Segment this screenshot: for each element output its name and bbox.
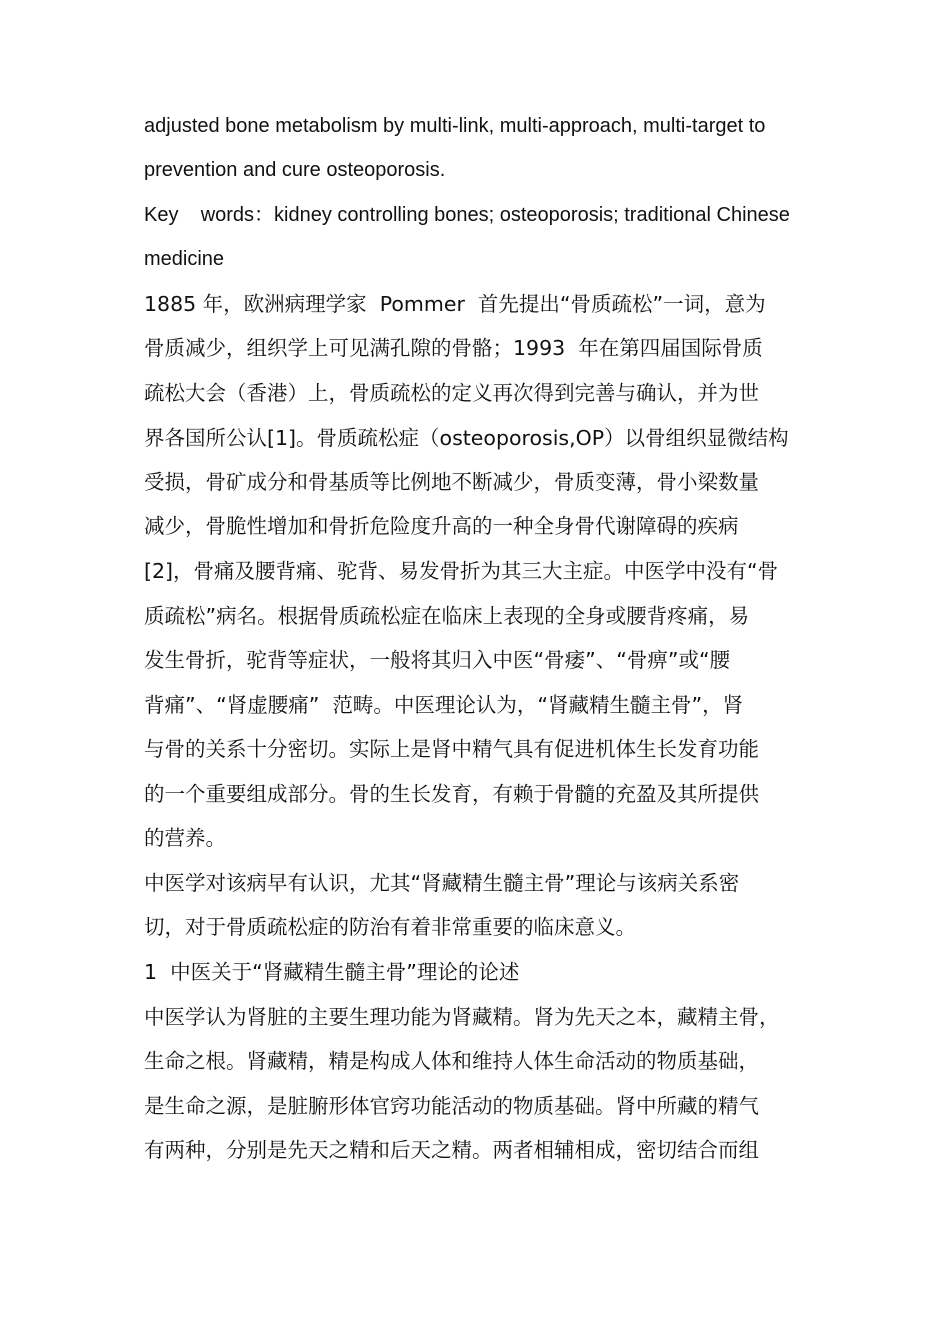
paragraph-line: 中医学认为肾脏的主要生理功能为肾藏精。肾为先天之本，藏精主骨， [144, 1005, 780, 1029]
keywords-line: Key words：kidney controlling bones; osteoporosis; traditional Chinese [144, 204, 790, 226]
paragraph-line: 有两种，分别是先天之精和后天之精。两者相辅相成，密切结合而组 [144, 1138, 759, 1162]
section-heading: 1 中医关于“肾藏精生髓主骨”理论的论述 [144, 960, 520, 984]
abstract-text-line: adjusted bone metabolism by multi-link, multi-approach, multi-target to [144, 115, 766, 137]
paragraph-line: 质疏松”病名。根据骨质疏松症在临床上表现的全身或腰背疼痛，易 [144, 604, 750, 628]
paragraph-line: [2]，骨痛及腰背痛、驼背、易发骨折为其三大主症。中医学中没有“骨 [144, 559, 779, 583]
keywords-line: medicine [144, 248, 225, 270]
paragraph-line: 发生骨折，驼背等症状，一般将其归入中医“骨痿”、“骨痹”或“腰 [144, 648, 731, 672]
paragraph-line: 的营养。 [144, 826, 226, 850]
paragraph-line: 与骨的关系十分密切。实际上是肾中精气具有促进机体生长发育功能 [144, 737, 759, 761]
paragraph-line: 减少，骨脆性增加和骨折危险度升高的一种全身骨代谢障碍的疾病 [144, 514, 739, 538]
paragraph-line: 受损，骨矿成分和骨基质等比例地不断减少，骨质变薄，骨小梁数量 [144, 470, 759, 494]
paragraph-line: 骨质减少，组织学上可见满孔隙的骨骼；1993 年在第四届国际骨质 [144, 336, 763, 360]
paragraph-line: 切，对于骨质疏松症的防治有着非常重要的临床意义。 [144, 915, 636, 939]
paragraph-line: 疏松大会（香港）上，骨质疏松的定义再次得到完善与确认，并为世 [144, 381, 759, 405]
paragraph-line: 的一个重要组成部分。骨的生长发育，有赖于骨髓的充盈及其所提供 [144, 782, 759, 806]
paragraph-line: 1885 年，欧洲病理学家 Pommer 首先提出“骨质疏松”一词，意为 [144, 292, 766, 316]
paragraph-line: 背痛”、“肾虚腰痛” 范畴。中医理论认为，“肾藏精生髓主骨”，肾 [144, 693, 744, 717]
paragraph-line: 生命之根。肾藏精，精是构成人体和维持人体生命活动的物质基础， [144, 1049, 759, 1073]
paragraph-line: 中医学对该病早有认识，尤其“肾藏精生髓主骨”理论与该病关系密 [144, 871, 740, 895]
paragraph-line: 是生命之源，是脏腑形体官窍功能活动的物质基础。肾中所藏的精气 [144, 1094, 759, 1118]
abstract-text-line: prevention and cure osteoporosis. [144, 159, 446, 181]
paragraph-line: 界各国所公认[1]。骨质疏松症（osteoporosis,OP）以骨组织显微结构 [144, 426, 789, 450]
